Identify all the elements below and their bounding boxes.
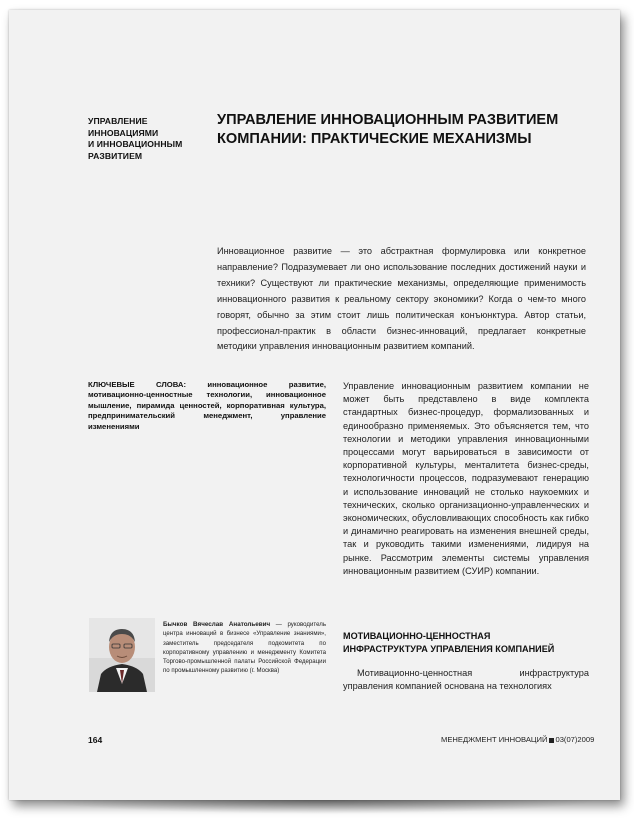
section-subheading xyxy=(343,630,593,655)
author-name: Бычков Вячеслав Анатольевич xyxy=(163,621,271,628)
square-bullet-icon xyxy=(549,738,554,743)
page-shadow xyxy=(40,800,600,814)
author-portrait-image xyxy=(89,618,155,692)
section-label xyxy=(88,116,208,162)
keywords-label: КЛЮЧЕВЫЕ СЛОВА: xyxy=(88,380,187,389)
body-paragraph: Управление инновационным развитием компании не может быть представлено в виде комплекта стандартных бизнес-процедур, формализованных и единообразно применяемых. Это объясняется тем, что технологии и методики управления инновационными процессами могут варьироваться в зависимости от корпоративной культуры, менталитета бизнес-среды, технологичности процессов, подразумевают генерацию и использование инноваций не столько наукоемких и технических, сколько организационно-управленческих и экономических, обусловливающих способность как гибко и динамично реагировать на изменения внешней среды, так и руководить такими изменениями, лидируя на рынке. Рассмотрим элементы системы управления инновационным развитием (СУИР) компании. xyxy=(343,381,589,576)
article-title xyxy=(217,111,597,149)
author-bio xyxy=(163,620,326,676)
section-label-line: РАЗВИТИЕМ xyxy=(88,150,143,161)
subheading-line: МОТИВАЦИОННО-ЦЕННОСТНАЯ xyxy=(343,631,491,641)
section-label-line: ИННОВАЦИЯМИ xyxy=(88,127,159,138)
journal-name: МЕНЕДЖМЕНТ ИННОВАЦИЙ xyxy=(441,735,548,744)
keywords-block xyxy=(88,380,326,432)
article-title-line: КОМПАНИИ: ПРАКТИЧЕСКИЕ МЕХАНИЗМЫ xyxy=(217,131,532,147)
article-abstract: Инновационное развитие — это абстрактная формулировка или конкретное направление? Подразумевает ли оно использование последних достижений науки и техники? Существуют ли практические механизмы, определяющие применимость инновационного развития к реальному сектору экономики? Когда о чем-то много говорят, обычно за этим стоит лишь политическая конъюнктура. Автор статьи, профессионал-практик в области бизнес-инноваций, предлагает конкретные методики управления инновационным развитием компаний. xyxy=(217,246,586,352)
subheading-line: ИНФРАСТРУКТУРА УПРАВЛЕНИЯ КОМПАНИЕЙ xyxy=(343,643,555,654)
author-description: — руководитель центра инноваций в бизнесе «Управление знаниями», заместитель председателя подкомитета по корпоративному управлению и менеджменту Комитета Торгово-промышленной палаты Российской Федерации по промышленному развитию (г. Москва) xyxy=(163,621,326,675)
journal-issue: 03(07)2009 xyxy=(555,735,595,744)
journal-footer xyxy=(441,735,594,744)
author-photo xyxy=(89,618,155,692)
page-number: 164 xyxy=(88,735,103,745)
body-paragraph-2: Мотивационно-ценностная инфраструктура управления компанией основана на технологиях xyxy=(343,668,589,692)
section-label-line: И ИННОВАЦИОННЫМ xyxy=(88,139,183,149)
section-label-line: УПРАВЛЕНИЕ xyxy=(88,116,148,126)
article-title-line: УПРАВЛЕНИЕ ИННОВАЦИОННЫМ РАЗВИТИЕМ xyxy=(217,112,559,128)
keywords-text: инновационное развитие, мотивационно-ценностные технологии, инновационное мышление, пирамида ценностей, корпоративная культура, предпринимательский менеджмент, управление изменениями xyxy=(88,380,327,431)
